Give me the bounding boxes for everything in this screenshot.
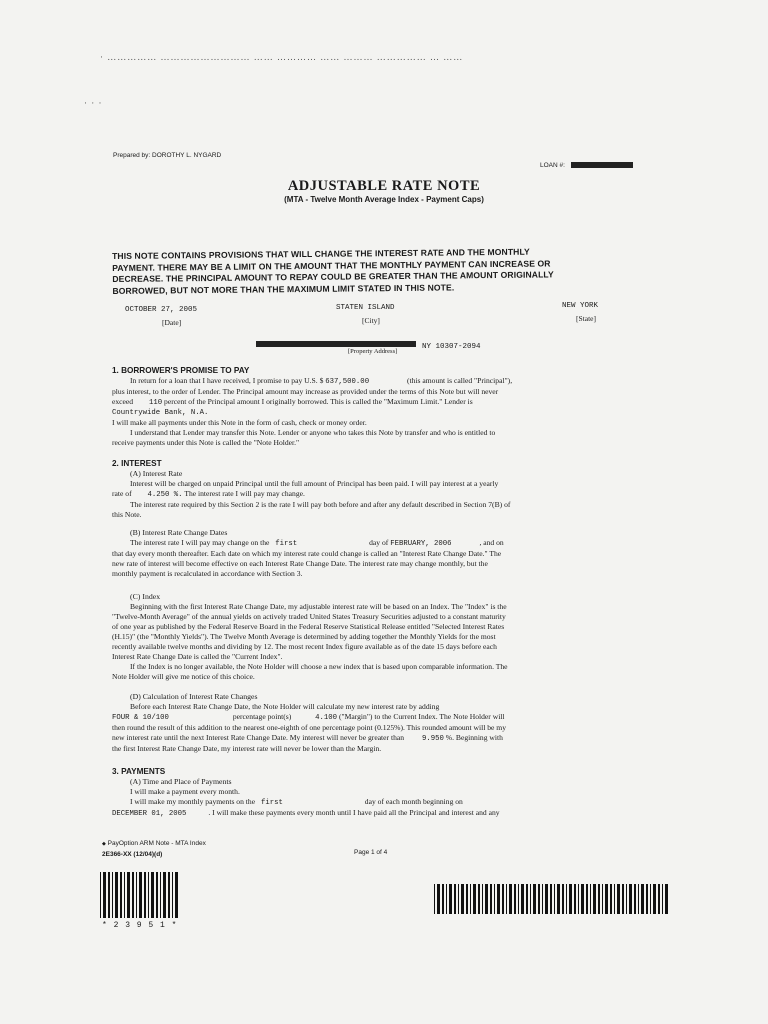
margin-in-words: FOUR & 10/100 xyxy=(112,714,169,722)
barcode-bar xyxy=(175,872,178,918)
barcode-bar xyxy=(665,884,668,914)
change-day: first xyxy=(275,540,298,548)
note-date: OCTOBER 27, 2005 xyxy=(125,306,198,314)
note-city: STATEN ISLAND xyxy=(336,304,395,312)
section-2c-line: "Twelve-Month Average" of the annual yields on actively traded United States Treasury Securities adjusted to a constant maturity xyxy=(112,612,506,621)
barcode-bar xyxy=(586,884,588,914)
section-1-text: exceed xyxy=(112,397,134,406)
barcode-bar xyxy=(482,884,483,914)
section-2d-text: new interest rate until the next Interest Rate Change Date. My interest will never be greater than xyxy=(112,733,405,742)
barcode-bar xyxy=(127,872,130,918)
section-2b-line: new rate of interest will become effective on each Interest Rate Change Date. The interest rate may change monthly, but the xyxy=(112,559,488,568)
barcode-bar xyxy=(470,884,471,914)
principal-amount: 637,500.00 xyxy=(325,378,370,386)
loan-label: LOAN #: xyxy=(540,162,565,169)
barcode-bar xyxy=(646,884,648,914)
barcode-bar xyxy=(172,872,173,918)
barcode-bar xyxy=(622,884,624,914)
loan-number-label xyxy=(540,162,633,169)
section-3-line: I will make a payment every month. xyxy=(130,787,240,796)
barcode-bar xyxy=(614,884,615,914)
section-2c-line: (H.15)" (the "Monthly Yields"). The Twelve Month Average is determined by adding together the Monthly Yields for the most xyxy=(112,632,496,641)
redacted-street-address xyxy=(256,341,416,347)
page-number: Page 1 of 4 xyxy=(354,849,388,856)
section-3a-heading: (A) Time and Place of Payments xyxy=(130,777,232,786)
section-1-heading: 1. BORROWER'S PROMISE TO PAY xyxy=(112,366,250,375)
section-1-line: plus interest, to the order of Lender. The Principal amount may increase as provided under the terms of this Note but will never xyxy=(112,387,499,396)
barcode-bar xyxy=(598,884,600,914)
barcode-bar xyxy=(446,884,447,914)
section-2a-line: Interest will be charged on unpaid Principal until the full amount of Principal has been paid. I will pay interest at a yearly xyxy=(130,479,499,488)
section-2b-text: day of xyxy=(369,538,389,547)
barcode-bar xyxy=(593,884,596,914)
barcode-bar xyxy=(458,884,459,914)
lifetime-rate-cap: 9.950 xyxy=(421,735,444,743)
barcode-bar xyxy=(124,872,125,918)
section-2c-line: of one year as published by the Federal Reserve Board in the Federal Reserve Statistical Release entitled "Selected Interest Rates xyxy=(112,622,505,631)
property-address-label: [Property Address] xyxy=(348,348,398,355)
barcode-bar xyxy=(542,884,543,914)
section-1-text: percent of the Principal amount I originally borrowed. This is called the "Maximum Limit." Lender is xyxy=(164,397,473,406)
section-2d-text: percentage point(s) xyxy=(232,712,292,721)
section-2a-text: The interest rate I will pay may change. xyxy=(184,489,305,498)
barcode-bar xyxy=(139,872,142,918)
section-2d-line: then round the result of this addition to the nearest one-eighth of one percentage point (0.125%). This rounded amount will be my xyxy=(112,723,507,732)
document-title-block xyxy=(0,178,768,204)
barcode-bar xyxy=(602,884,603,914)
section-2d-heading: (D) Calculation of Interest Rate Changes xyxy=(130,692,258,701)
barcode-bar xyxy=(478,884,480,914)
prepared-by: Prepared by: DOROTHY L. NYGARD xyxy=(113,152,222,159)
section-1-text: In return for a loan that I have received, I promise to pay U.S. $ xyxy=(130,376,324,385)
barcode-bar xyxy=(502,884,504,914)
margin-value: 4.100 xyxy=(315,714,338,722)
document-title: ADJUSTABLE RATE NOTE xyxy=(287,178,481,194)
section-2d-text: ("Margin") to the Current Index. The Note Holder will xyxy=(338,712,505,721)
form-name-text: PayOption ARM Note - MTA Index xyxy=(107,840,206,847)
section-2b-text: , and on xyxy=(479,538,504,547)
section-2b-line: monthly payment is recalculated in accordance with Section 3. xyxy=(112,569,303,578)
left-barcode xyxy=(100,872,180,918)
barcode-bar xyxy=(521,884,524,914)
barcode-bar xyxy=(509,884,512,914)
barcode-bar xyxy=(115,872,118,918)
barcode-bar xyxy=(638,884,639,914)
barcode-bar xyxy=(506,884,507,914)
barcode-bar xyxy=(641,884,644,914)
right-barcode xyxy=(434,884,668,914)
barcode-bar xyxy=(610,884,612,914)
initial-interest-rate: 4.250 %. xyxy=(147,491,183,499)
section-1-line: receive payments under this Note is called the "Note Holder." xyxy=(112,438,300,447)
section-2c-line: Interest Rate Change Date is called the "Current Index". xyxy=(112,652,283,661)
barcode-bar xyxy=(617,884,620,914)
section-2c-heading: (C) Index xyxy=(130,592,161,601)
scan-noise-top: · …………… ……………………… …… ………… …… ……… …………… … …… xyxy=(100,52,464,62)
section-2b-heading: (B) Interest Rate Change Dates xyxy=(130,528,228,537)
barcode-bar xyxy=(574,884,576,914)
barcode-bar xyxy=(662,884,663,914)
barcode-bar xyxy=(108,872,110,918)
section-2b-line xyxy=(112,538,660,549)
state-label: [State] xyxy=(576,314,596,323)
barcode-bar xyxy=(151,872,154,918)
city-label: [City] xyxy=(362,316,380,325)
section-2a-heading: (A) Interest Rate xyxy=(130,469,183,478)
barcode-bar xyxy=(569,884,572,914)
barcode-bar xyxy=(590,884,591,914)
bullet-icon: ◆ xyxy=(102,841,106,847)
lender-name: Countrywide Bank, N.A. xyxy=(112,409,209,417)
section-1-line xyxy=(112,397,660,408)
barcode-bar xyxy=(136,872,137,918)
barcode-bar xyxy=(557,884,560,914)
section-2a-body xyxy=(112,469,660,520)
barcode-bar xyxy=(629,884,632,914)
barcode-bar xyxy=(473,884,476,914)
barcode-bar xyxy=(566,884,567,914)
barcode-bar xyxy=(545,884,548,914)
section-2a-line xyxy=(112,489,660,500)
barcode-bar xyxy=(653,884,656,914)
barcode-bar xyxy=(533,884,536,914)
notice-block xyxy=(112,245,657,297)
scan-noise-dots: · · · xyxy=(84,98,103,108)
barcode-bar xyxy=(449,884,452,914)
section-2d-line xyxy=(112,733,660,744)
section-1-body xyxy=(112,376,660,448)
barcode-bar xyxy=(490,884,492,914)
section-2d-line xyxy=(112,712,660,723)
barcode-bar xyxy=(466,884,468,914)
section-3-text: . I will make these payments every month until I have paid all the Principal and interest and any xyxy=(208,808,500,817)
maximum-limit-percent: 110 xyxy=(148,399,163,407)
barcode-bar xyxy=(100,872,101,918)
notice-line: PAYMENT. THERE MAY BE A LIMIT ON THE AMOUNT THAT THE MONTHLY PAYMENT CAN INCREASE OR xyxy=(112,257,551,273)
barcode-bar xyxy=(120,872,122,918)
barcode-bar xyxy=(437,884,440,914)
section-2b-line: that day every month thereafter. Each date on which my interest rate could change is called an "Interest Rate Change Date." The xyxy=(112,549,502,558)
barcode-bar xyxy=(626,884,627,914)
section-1-text: (this amount is called "Principal"), xyxy=(406,376,513,385)
barcode-bar xyxy=(562,884,564,914)
barcode-bar xyxy=(497,884,500,914)
barcode-bar xyxy=(442,884,444,914)
section-2d-body xyxy=(112,692,660,754)
section-3-body xyxy=(112,777,660,819)
barcode-bar xyxy=(634,884,636,914)
note-state: NEW YORK xyxy=(562,302,599,310)
barcode-bar xyxy=(103,872,106,918)
barcode-bar xyxy=(650,884,651,914)
barcode-bar xyxy=(605,884,608,914)
barcode-bar xyxy=(526,884,528,914)
barcode-bar xyxy=(163,872,166,918)
form-name xyxy=(102,840,206,847)
barcode-bar xyxy=(461,884,464,914)
notice-line: BORROWED, BUT NOT MORE THAN THE MAXIMUM LIMIT STATED IN THIS NOTE. xyxy=(112,281,455,296)
section-2c-line: recently available twelve months and dividing by 12. The most recent Index figure available as of the date 15 days before each xyxy=(112,642,497,651)
first-payment-date: DECEMBER 01, 2005 xyxy=(112,810,187,818)
barcode-bar xyxy=(578,884,579,914)
barcode-bar xyxy=(434,884,435,914)
section-2d-line: Before each Interest Rate Change Date, the Note Holder will calculate my new interest rate by adding xyxy=(130,702,440,711)
barcode-bar xyxy=(494,884,495,914)
barcode-bar xyxy=(144,872,146,918)
section-3-line xyxy=(112,797,660,808)
section-2a-line: The interest rate required by this Section 2 is the rate I will pay both before and after any default described in Section 7(B) of xyxy=(130,500,511,509)
notice-line: THIS NOTE CONTAINS PROVISIONS THAT WILL CHANGE THE INTEREST RATE AND THE MONTHLY xyxy=(112,246,530,261)
section-2d-line: the first Interest Rate Change Date, my interest rate will never be lower than the Margin. xyxy=(112,744,382,753)
section-1-line: I understand that Lender may transfer this Note. Lender or anyone who takes this Note by transfer and who is entitled to xyxy=(130,428,496,437)
section-2c-line: Beginning with the first Interest Rate Change Date, my adjustable interest rate will be based on an Index. The "Index" is the xyxy=(130,602,507,611)
barcode-bar xyxy=(168,872,170,918)
form-code: 2E366-XX (12/04)(d) xyxy=(102,851,163,858)
section-3-line xyxy=(112,808,660,819)
barcode-bar xyxy=(554,884,555,914)
property-zip: NY 10307-2094 xyxy=(422,343,481,351)
section-1-line xyxy=(112,376,660,387)
section-3-heading: 3. PAYMENTS xyxy=(112,767,166,776)
redacted-loan-number xyxy=(571,162,633,168)
section-2c-line: If the Index is no longer available, the Note Holder will choose a new index that is based upon comparable information. The xyxy=(130,662,508,671)
barcode-bar xyxy=(550,884,552,914)
barcode-bar xyxy=(485,884,488,914)
notice-line: DECREASE. THE PRINCIPAL AMOUNT TO REPAY COULD BE GREATER THAN THE AMOUNT ORIGINALLY xyxy=(112,269,554,284)
barcode-number: * 2 3 9 5 1 * xyxy=(102,921,178,930)
barcode-bar xyxy=(658,884,660,914)
barcode-bar xyxy=(112,872,113,918)
document-subtitle: (MTA - Twelve Month Average Index - Payment Caps) xyxy=(284,195,484,204)
first-change-date: FEBRUARY, 2006 xyxy=(390,540,452,548)
barcode-bar xyxy=(530,884,531,914)
section-2b-text: The interest rate I will pay may change on the xyxy=(130,538,270,547)
barcode-bar xyxy=(156,872,158,918)
section-2c-body xyxy=(112,592,660,682)
barcode-bar xyxy=(132,872,134,918)
barcode-bar xyxy=(454,884,456,914)
section-2b-body xyxy=(112,528,660,579)
barcode-bar xyxy=(160,872,161,918)
section-2a-text: rate of xyxy=(112,489,132,498)
payment-day: first xyxy=(260,799,283,807)
section-2c-line: Note Holder will give me notice of this choice. xyxy=(112,672,255,681)
barcode-bar xyxy=(581,884,584,914)
barcode-bar xyxy=(538,884,540,914)
barcode-bar xyxy=(148,872,149,918)
section-2-heading: 2. INTEREST xyxy=(112,459,162,468)
section-1-line: I will make all payments under this Note in the form of cash, check or money order. xyxy=(112,418,367,427)
section-3-text: I will make my monthly payments on the xyxy=(130,797,256,806)
barcode-bar xyxy=(518,884,519,914)
section-3-text: day of each month beginning on xyxy=(364,797,463,806)
date-label: [Date] xyxy=(162,318,182,327)
section-2a-line: this Note. xyxy=(112,510,142,519)
barcode-bar xyxy=(514,884,516,914)
section-2d-text: %. Beginning with xyxy=(445,733,503,742)
